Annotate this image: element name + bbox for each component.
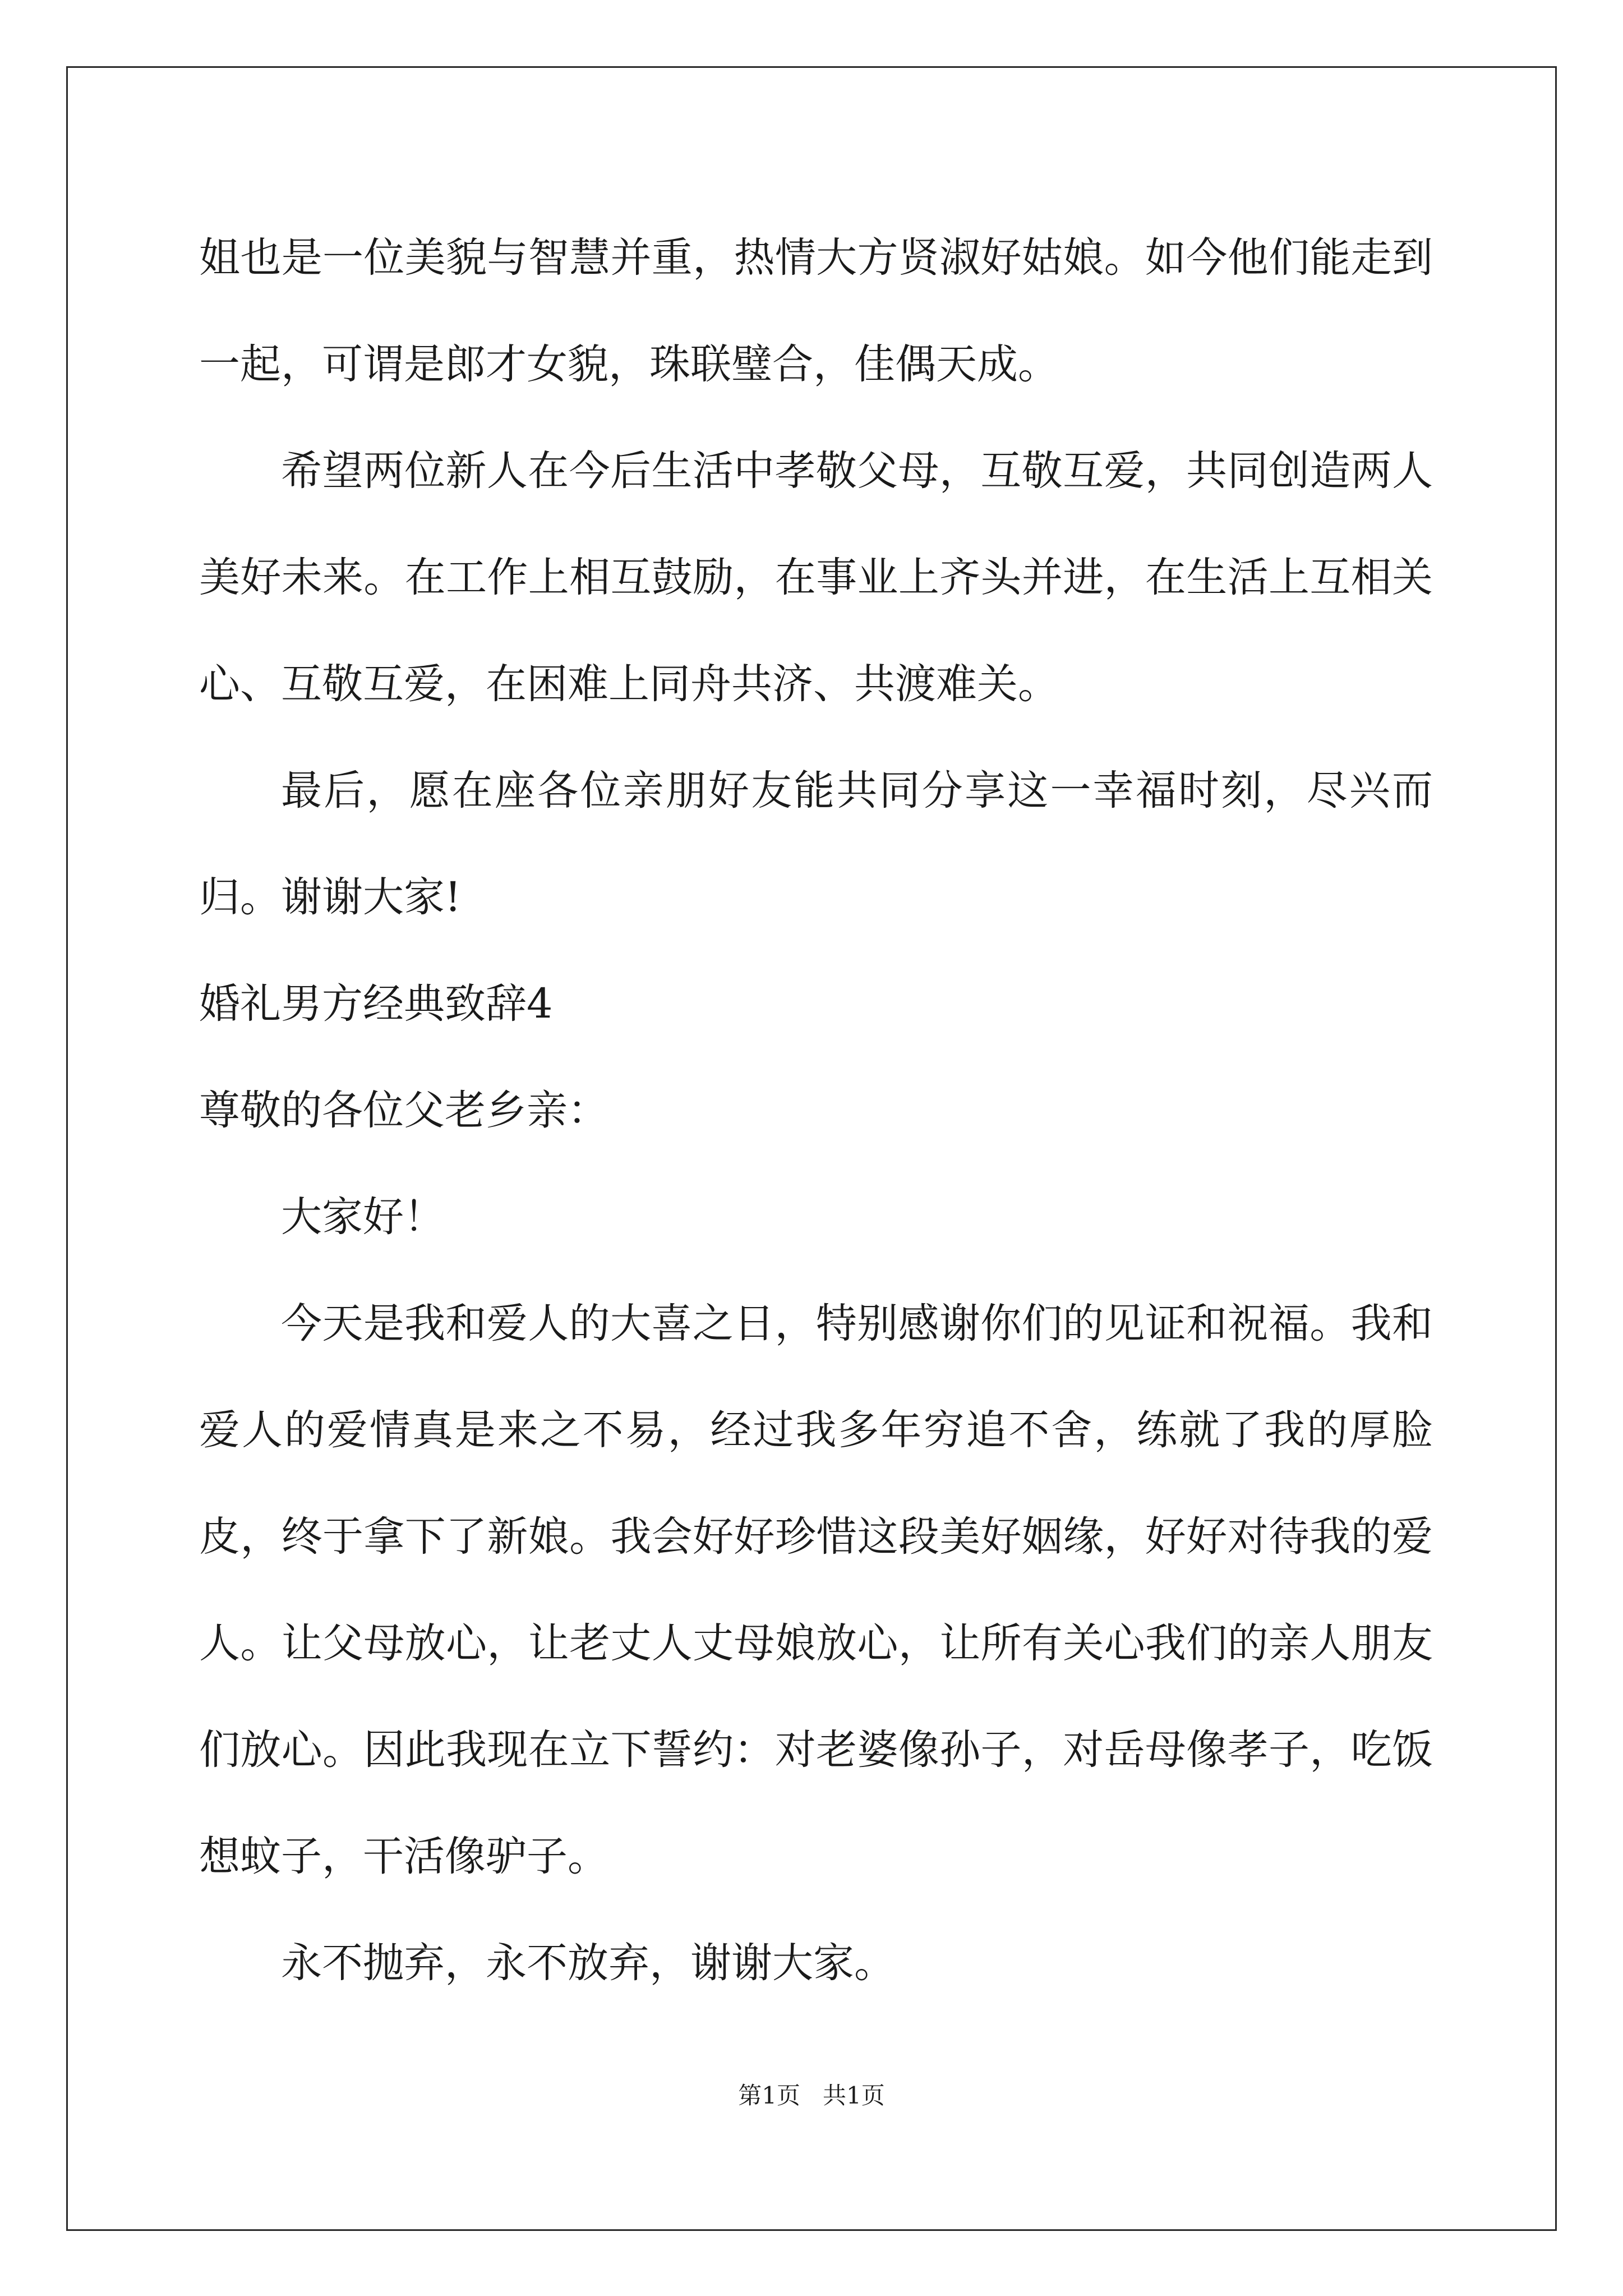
section-heading: 婚礼男方经典致辞4	[199, 980, 553, 1028]
paragraph-7: 今天是我和爱人的大喜之日，特别感谢你们的见证和祝福。我和爱人的爱情真是来之不易，经过我多年穷追不舍，练就了我的厚脸皮，终于拿下了新娘。我会好好珍惜这段美好姻缘，好好对待我的爱人。让父母放心，让老丈人丈母娘放心，让所有关心我们的亲人朋友们放心。因此我现在立下誓约：对老婆像孙子，对岳母像孝子，吃饭想蚊子，干活像驴子。	[199, 1300, 1433, 1880]
paragraph-1: 姐也是一位美貌与智慧并重，热情大方贤淑好姑娘。如今他们能走到一起，可谓是郎才女貌，珠联璧合，佳偶天成。	[199, 234, 1433, 388]
document-body	[199, 205, 1433, 2017]
page-number: 第1页	[738, 2082, 800, 2109]
paragraph-2: 希望两位新人在今后生活中孝敬父母，互敬互爱，共同创造两人美好未来。在工作上相互鼓励，在事业上齐头并进，在生活上互相关心、互敬互爱，在困难上同舟共济、共渡难关。	[199, 447, 1433, 708]
greeting: 大家好！	[281, 1193, 445, 1241]
page-total: 共1页	[823, 2082, 885, 2109]
paragraph-3: 最后，愿在座各位亲朋好友能共同分享这一幸福时刻，尽兴而归。谢谢大家!	[199, 767, 1433, 921]
paragraph-8: 永不抛弃，永不放弃，谢谢大家。	[281, 1939, 895, 1987]
page-footer	[0, 2077, 1623, 2111]
salutation: 尊敬的各位父老乡亲：	[199, 1087, 608, 1134]
